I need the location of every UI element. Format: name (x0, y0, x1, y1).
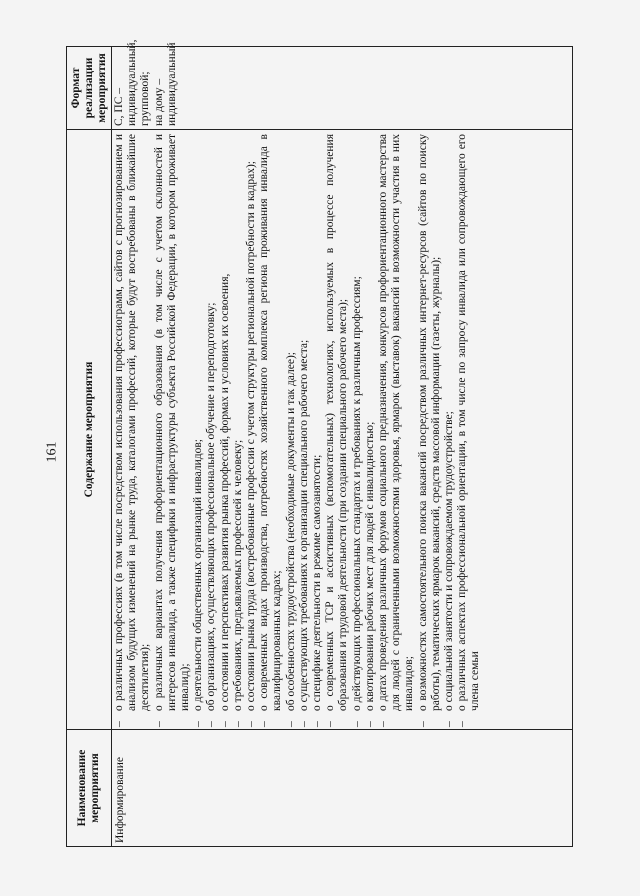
list-item-text: об особенностях трудоустройства (необходимые документы и так далее); (284, 352, 297, 711)
list-item-text: о специфике деятельности в режиме самозанятости; (311, 454, 324, 711)
format-line: индивидуальный, групповой; (126, 39, 152, 126)
list-item (324, 134, 350, 727)
list-dash: – (258, 721, 271, 727)
list-item (456, 134, 482, 727)
list-dash: – (350, 721, 363, 727)
list-item-text: о состоянии и перспективах развития рынка профессий, формах и условиях их освоения, (218, 273, 231, 711)
list-item-text: об организациях, осуществляющих профессиональное обучение и переподготовку; (205, 302, 218, 711)
list-item-text: о современных ТСР и ассистивных (вспомогательных) технологиях, используемых в процессе получения образования и трудовой деятельности (при создании специального рабочего места); (324, 134, 350, 711)
list-dash: – (205, 721, 218, 727)
list-item-text: о современных видах производства, потребностях хозяйственного комплекса региона проживания инвалида в квалифицированных кадрах; (258, 134, 284, 711)
list-item (298, 134, 311, 727)
list-item-text: о квотировании рабочих мест для людей с инвалидностью; (363, 421, 376, 711)
list-dash: – (311, 721, 324, 727)
activities-table (66, 39, 573, 847)
list-item-text: о социальной занятости и сопровождаемом трудоустройстве; (443, 411, 456, 711)
list-item (258, 134, 284, 727)
table-header-row (67, 47, 112, 847)
table-row (112, 47, 573, 847)
list-item (364, 134, 377, 727)
list-dash: – (324, 721, 337, 727)
list-item-text: о деятельности общественных организаций инвалидов; (192, 439, 205, 711)
page-number (40, 440, 64, 464)
list-dash: – (363, 721, 376, 727)
list-dash: – (284, 721, 297, 727)
list-dash: – (218, 721, 231, 727)
list-item (311, 134, 324, 727)
format-line: индивидуальный (165, 42, 178, 126)
list-item-text: о существующих требованиях к организации специального рабочего места; (297, 339, 310, 711)
list-dash: – (113, 721, 125, 727)
cell-format (112, 39, 573, 130)
cell-name (112, 730, 573, 847)
list-item (245, 134, 258, 727)
format-line: на дому – (152, 78, 165, 126)
list-item (192, 134, 205, 727)
list-item (417, 134, 443, 727)
list-dash: – (297, 721, 310, 727)
list-item (443, 134, 456, 727)
list-dash: – (245, 721, 258, 727)
content-list (112, 130, 484, 729)
list-item (377, 134, 417, 727)
table-container (66, 39, 573, 847)
cell-content (112, 130, 573, 730)
list-item-text: о датах проведения различных форумов социального предназначения, конкурсов профориентационного мастерства для людей с ограниченными возможностями здоровья, ярмарок (выставок) вакансий и возможности участия в них инвалидов; (377, 134, 416, 711)
list-dash: – (416, 721, 429, 727)
list-item-text: о возможностях самостоятельного поиска вакансий посредством различных интернет-ресурсов (сайтов по поиску работы), тематических ярмарок вакансий, средств массовой информации (газеты, журналы); (416, 134, 442, 711)
list-item-text: о требованиях, предъявляемых профессией к человеку; (231, 439, 244, 711)
list-item (153, 134, 193, 727)
list-dash: – (456, 721, 469, 727)
list-item (232, 134, 245, 727)
list-item (219, 134, 232, 727)
list-item (205, 134, 218, 727)
header-name: Наименование мероприятия (67, 730, 112, 847)
list-dash: – (443, 721, 456, 727)
header-content: Содержание мероприятия (67, 130, 112, 730)
list-item-text: о различных аспектах профессиональной ориентации, в том числе по запросу инвалида или сопровождающего его члена семьи (456, 134, 482, 711)
list-item-text: о различных вариантах получения профориентационного образования (в том числе с учетом склонностей и интересов инвалида, а также специфики и инфраструктуры субъекта Российской Федерации, в котором проживает инвалид); (152, 134, 192, 711)
list-dash: – (192, 721, 205, 727)
list-item (285, 134, 298, 727)
list-item-text: о действующих профессиональных стандартах и требованиях к различным профессиям; (350, 276, 363, 711)
list-item-text: о состоянии рынка труда (востребованные профессии с учетом структуры региональной потребности в кадрах); (245, 160, 258, 711)
list-dash: – (152, 721, 165, 727)
list-item (351, 134, 364, 727)
list-item (113, 134, 153, 727)
format-line: С, ПС – (113, 87, 125, 126)
page-number-text: 161 (44, 441, 59, 463)
list-dash: – (377, 721, 390, 727)
header-format: Формат реализации мероприятия (67, 47, 112, 130)
list-item-text: о различных профессиях (в том числе посредством использования профессиограмм, сайтов с прогнозированием и анализом будущих изменений на рынке труда, каталогами профессий, которые будут востребованы в ближайшие десятилетия); (113, 134, 152, 711)
activity-name: Информирование (114, 757, 126, 843)
format-list (112, 39, 180, 129)
list-dash: – (231, 721, 244, 727)
